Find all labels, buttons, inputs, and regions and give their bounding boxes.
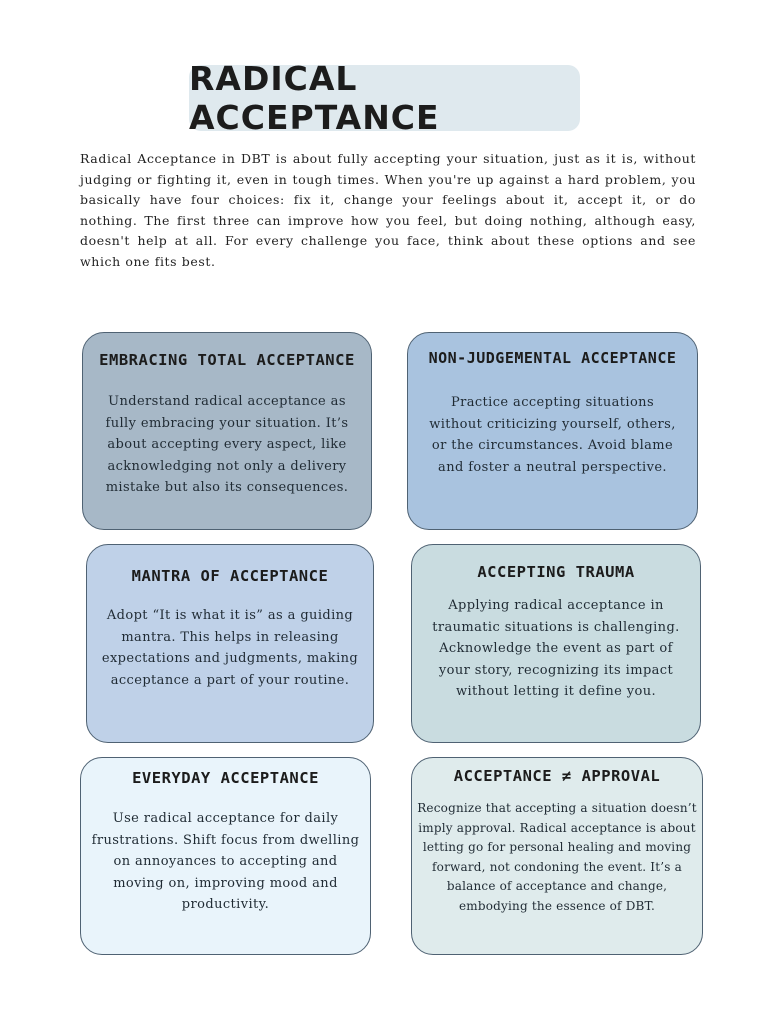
card-non-judgemental-acceptance	[407, 332, 698, 530]
page-title: RADICAL ACCEPTANCE	[189, 59, 440, 137]
card-heading: NON-JUDGEMENTAL ACCEPTANCE	[428, 349, 677, 367]
card-mantra-of-acceptance	[86, 544, 374, 743]
card-heading: MANTRA OF ACCEPTANCE	[131, 567, 329, 585]
card-body: Adopt “It is what it is” as a guiding mantra. This helps in releasing expectations and judgments, making acceptance a part of your routine.	[101, 608, 359, 688]
intro-paragraph: Radical Acceptance in DBT is about fully accepting your situation, just as it is, without judging or fighting it, even in tough times. When you're up against a hard problem, you basically have four choices: fix it, change your feelings about it, accept it, or do nothing. The first three can improve how you feel, but doing nothing, although easy, doesn't help at all. For every challenge you face, think about these options and see which one fits best.	[80, 151, 696, 269]
card-body: Applying radical acceptance in traumatic situations is challenging. Acknowledge the event as part of your story, recognizing its impact without letting it define you.	[432, 598, 680, 699]
card-embracing-total-acceptance	[82, 332, 372, 530]
card-heading: ACCEPTANCE ≠ APPROVAL	[453, 767, 661, 785]
card-heading: EVERYDAY ACCEPTANCE	[132, 769, 319, 787]
card-heading: ACCEPTING TRAUMA	[477, 563, 635, 581]
card-body: Recognize that accepting a situation doesn’t imply approval. Radical acceptance is about letting go for personal healing and moving forward, not condoning the event. It’s a balance of acceptance and change, embodying the essence of DBT.	[417, 801, 697, 913]
card-accepting-trauma	[411, 544, 701, 743]
card-body: Understand radical acceptance as fully embracing your situation. It’s about accepting every aspect, like acknowledging not only a delivery mistake but also its consequences.	[105, 394, 349, 495]
card-body: Practice accepting situations without criticizing yourself, others, or the circumstances. Avoid blame and foster a neutral perspective.	[429, 395, 676, 475]
title-banner	[189, 59, 580, 137]
card-body: Use radical acceptance for daily frustrations. Shift focus from dwelling on annoyances to accepting and moving on, improving mood and productivity.	[91, 811, 360, 912]
card-heading: EMBRACING TOTAL ACCEPTANCE	[99, 351, 355, 369]
card-acceptance-not-approval	[411, 757, 703, 955]
card-everyday-acceptance	[80, 757, 371, 955]
